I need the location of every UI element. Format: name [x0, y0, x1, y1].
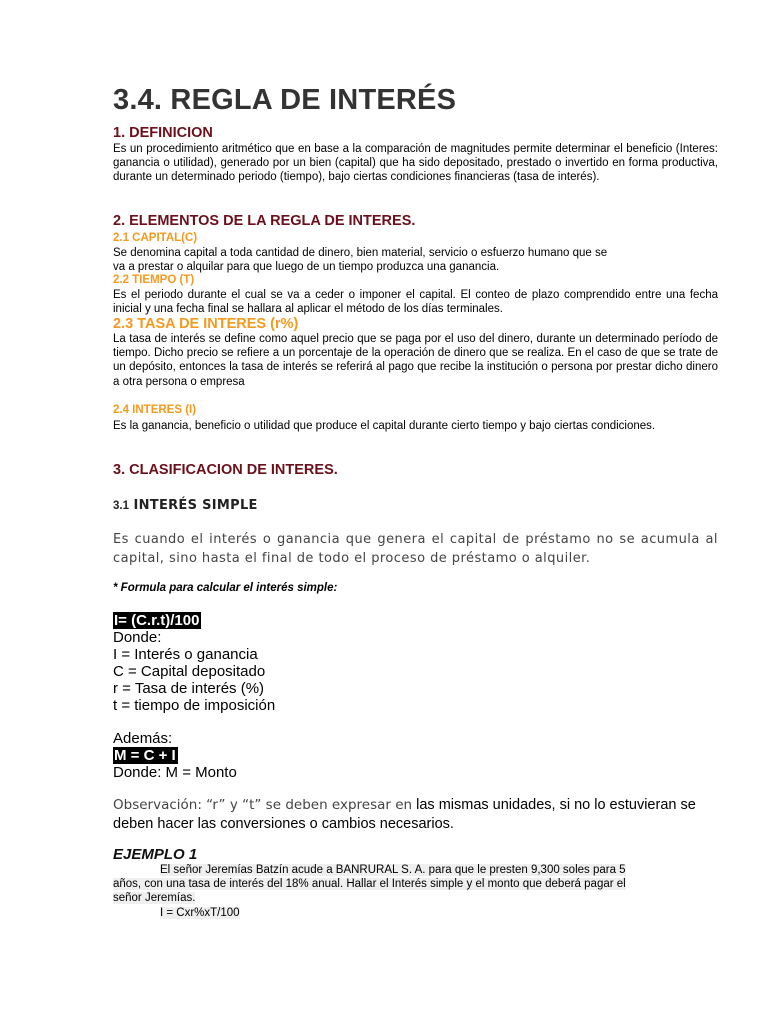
donde-label: Donde:: [113, 629, 162, 646]
section-heading-clasificacion: 3. CLASIFICACION DE INTERES.: [113, 462, 338, 478]
ejemplo-heading: EJEMPLO 1: [113, 846, 198, 863]
interes-text: Es la ganancia, beneficio o utilidad que produce el capital durante cierto tiempo y bajo ciertas condiciones.: [113, 420, 656, 432]
variable-definition: t = tiempo de imposición: [113, 697, 276, 714]
monto-definition: Donde: M = Monto: [113, 764, 237, 781]
capital-text-line: va a prestar o alquilar para que luego de un tiempo produzca una ganancia.: [113, 261, 500, 274]
variable-definition: I = Interés o ganancia: [113, 646, 258, 663]
section-heading-elementos: 2. ELEMENTOS DE LA REGLA DE INTERES.: [113, 213, 416, 229]
subheading-tiempo: 2.2 TIEMPO (T): [113, 274, 195, 286]
ejemplo-line: señor Jeremías.: [113, 892, 196, 905]
observacion-rest: las mismas unidades, si no lo estuvieran se deben hacer las conversiones o cambios necesarios.: [113, 797, 696, 832]
ejemplo-line: El señor Jeremías Batzín acude a BANRURAL S. A. para que le presten 9,300 soles para 5: [160, 864, 626, 876]
observacion-text: [113, 796, 718, 834]
definicion-text: Es un procedimiento aritmético que en base a la comparación de magnitudes permite determinar el beneficio (Interes: ganancia o utilidad), generado por un bien (capital) que ha sido depositado, prestado o invertido en forma productiva, durante un determinado periodo (tiempo), bajo ciertas condiciones financieras (tasa de interés).: [113, 143, 718, 184]
subheading-tasa: 2.3 TASA DE INTERES (r%): [113, 316, 299, 332]
formula-note: * Formula para calcular el interés simple:: [113, 582, 338, 594]
subheading-interes: 2.4 INTERES (I): [113, 404, 197, 416]
page-title: 3.4. REGLA DE INTERÉS: [113, 84, 457, 116]
interes-simple-text: Es cuando el interés o ganancia que genera el capital de préstamo no se acumula al capital, sino hasta el final de todo el proceso de préstamo o alquiler.: [113, 532, 718, 566]
observacion-lead: Observación: “r” y “t” se deben expresar en: [113, 797, 413, 813]
tasa-text: La tasa de interés se define como aquel precio que se paga por el uso del dinero, durante un determinado período de tiempo. Dicho precio se refiere a un porcentaje de la operación de dinero que se realiza. En el caso de que se trate de un depósito, entonces la tasa de interés se referirá al pago que recibe la institución o persona por prestar dicho dinero a otra persona o empresa: [113, 333, 718, 388]
ejemplo-formula: I = Cxr%xT/100: [160, 906, 240, 919]
ejemplo-text: [113, 863, 718, 920]
variable-definition: C = Capital depositado: [113, 663, 266, 680]
subheading-interes-simple: [113, 496, 258, 514]
formula-monto: [113, 747, 178, 764]
subheading-label: INTERÉS SIMPLE: [133, 498, 258, 513]
formula-highlight: I= (C.r.t)/100: [114, 612, 200, 629]
capital-text-line: Se denomina capital a toda cantidad de dinero, bien material, servicio o esfuerzo humano que se: [113, 247, 608, 259]
formula-highlight: M = C + I: [114, 747, 176, 764]
ejemplo-line: años, con una tasa de interés del 18% anual. Hallar el Interés simple y el monto que deberá pagar el: [113, 878, 626, 891]
subheading-capital: 2.1 CAPITAL(C): [113, 232, 198, 244]
ademas-label: Además:: [113, 730, 173, 747]
capital-text: [113, 246, 718, 274]
variable-definition: r = Tasa de interés (%): [113, 680, 265, 697]
formula-interes: [113, 612, 201, 629]
tiempo-text: Es el periodo durante el cual se va a ceder o imponer el capital. El conteo de plazo comprendido entre una fecha inicial y una fecha final se hallara al aplicar el método de los días terminales.: [113, 289, 718, 316]
section-heading-definicion: 1. DEFINICION: [113, 125, 213, 141]
subheading-number: 3.1: [113, 500, 129, 512]
